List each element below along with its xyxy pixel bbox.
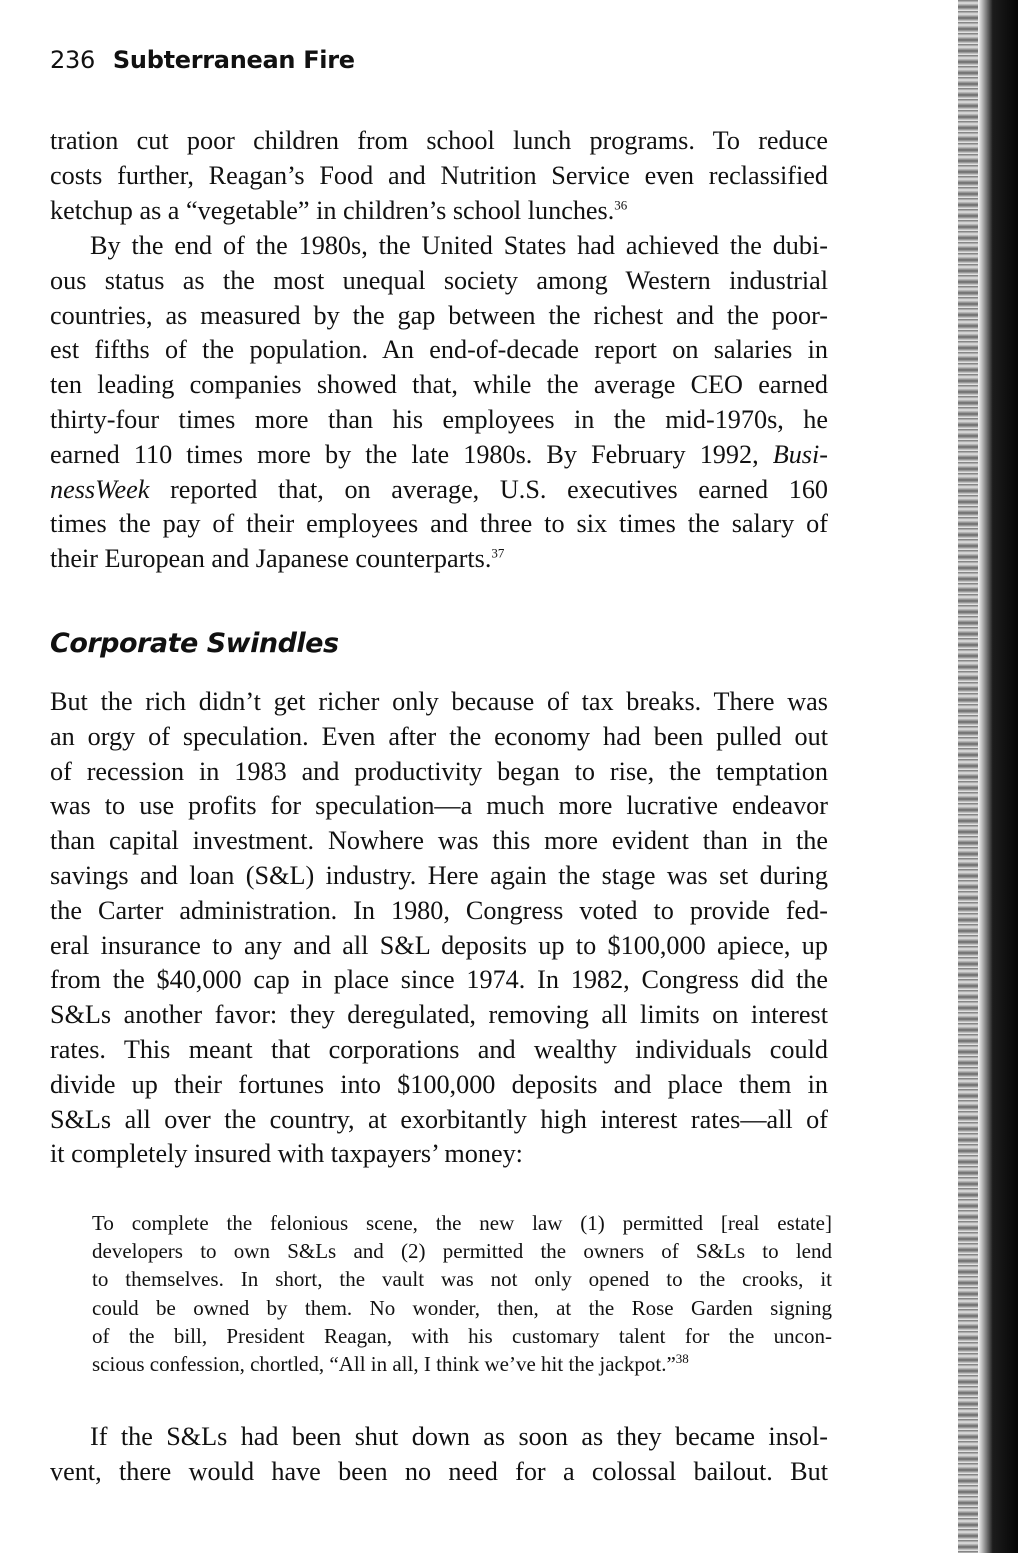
- text-line: divide up their fortunes into $100,000 deposits and place them in: [50, 1069, 828, 1099]
- text-line: the Carter administration. In 1980, Congress voted to provide fed-: [50, 895, 828, 925]
- text-line: it completely insured with taxpayers’ money:: [50, 1139, 523, 1169]
- text-line: from the $40,000 cap in place since 1974. In 1982, Congress did the: [50, 965, 828, 995]
- quote-line: To complete the felonious scene, the new law (1) permitted [real estate]: [92, 1211, 832, 1235]
- footnote-ref: 38: [675, 1351, 689, 1367]
- text-line: nessWeek reported that, on average, U.S. executives earned 160: [50, 474, 829, 504]
- text-line: rates. This meant that corporations and wealthy individuals could: [50, 1034, 828, 1064]
- text-line: earned 110 times more by the late 1980s. By February 1992, Busi-: [50, 439, 828, 469]
- text-line: thirty-four times more than his employees in the mid-1970s, he: [50, 404, 828, 434]
- text-line: By the end of the 1980s, the United States had achieved the dubi-: [90, 231, 828, 260]
- scan-page-edge-speckle: [958, 0, 978, 1553]
- text-line: ten leading companies showed that, while the average CEO earned: [50, 370, 828, 400]
- text-line: S&Ls all over the country, at exorbitantly high interest rates—all of: [50, 1104, 828, 1134]
- quote-line: scious confession, chortled, “All in all, I think we’ve hit the jackpot.”$^{38}$: [92, 1351, 689, 1377]
- text-line: vent, there would have been no need for a colossal bailout. But: [50, 1456, 828, 1486]
- text-line: their European and Japanese counterparts.$^{37}$: [50, 544, 505, 574]
- page-number: 236: [50, 46, 95, 74]
- text-line: an orgy of speculation. Even after the economy had been pulled out: [50, 721, 828, 751]
- footnote-ref: 37: [491, 545, 505, 561]
- text-line: savings and loan (S&L) industry. Here again the stage was set during: [50, 860, 828, 890]
- text-line: was to use profits for speculation—a much more lucrative endeavor: [50, 791, 828, 821]
- running-title: Subterranean Fire: [112, 46, 355, 74]
- quote-line: developers to own S&Ls and (2) permitted the owners of S&Ls to lend: [92, 1239, 832, 1264]
- text-line: If the S&Ls had been shut down as soon as they became insol-: [90, 1422, 828, 1451]
- italic-publication: Busi-: [772, 439, 828, 469]
- text-line: ketchup as a “vegetable” in children’s school lunches.$^{36}$: [50, 195, 628, 225]
- paragraph-inequality: [50, 229, 828, 577]
- text-line: of recession in 1983 and productivity began to rise, the temptation: [50, 756, 828, 786]
- quote-line: to themselves. In short, the vault was not only opened to the crooks, it: [92, 1267, 832, 1292]
- footnote-ref: 36: [614, 196, 628, 212]
- text-line: est fifths of the population. An end-of-decade report on salaries in: [50, 335, 828, 365]
- quote-line: could be owned by them. No wonder, then, at the Rose Garden signing: [92, 1295, 832, 1320]
- text-line: tration cut poor children from school lunch programs. To reduce: [50, 126, 828, 155]
- running-header: [50, 46, 355, 74]
- text-line: times the pay of their employees and three to six times the salary of: [50, 509, 828, 539]
- text-line: costs further, Reagan’s Food and Nutrition Service even reclassified: [50, 160, 828, 190]
- text-line: countries, as measured by the gap between the richest and the poor-: [50, 300, 828, 330]
- text-line: eral insurance to any and all S&L deposits up to $100,000 apiece, up: [50, 930, 828, 960]
- text-line: ous status as the most unequal society among Western industrial: [50, 265, 828, 295]
- text-line: S&Ls another favor: they deregulated, removing all limits on interest: [50, 1000, 828, 1030]
- italic-publication: nessWeek: [50, 474, 150, 504]
- quote-line: of the bill, President Reagan, with his customary talent for the uncon-: [92, 1323, 832, 1348]
- text-line: But the rich didn’t get richer only because of tax breaks. There was: [50, 687, 828, 716]
- section-heading: Corporate Swindles: [50, 628, 339, 659]
- text-line: than capital investment. Nowhere was this more evident than in the: [50, 826, 828, 856]
- paragraph-bailout: [50, 1420, 828, 1490]
- paragraph-speculation: [50, 685, 828, 1172]
- block-quote: [92, 1209, 832, 1378]
- paragraph-school-lunch: [50, 124, 828, 228]
